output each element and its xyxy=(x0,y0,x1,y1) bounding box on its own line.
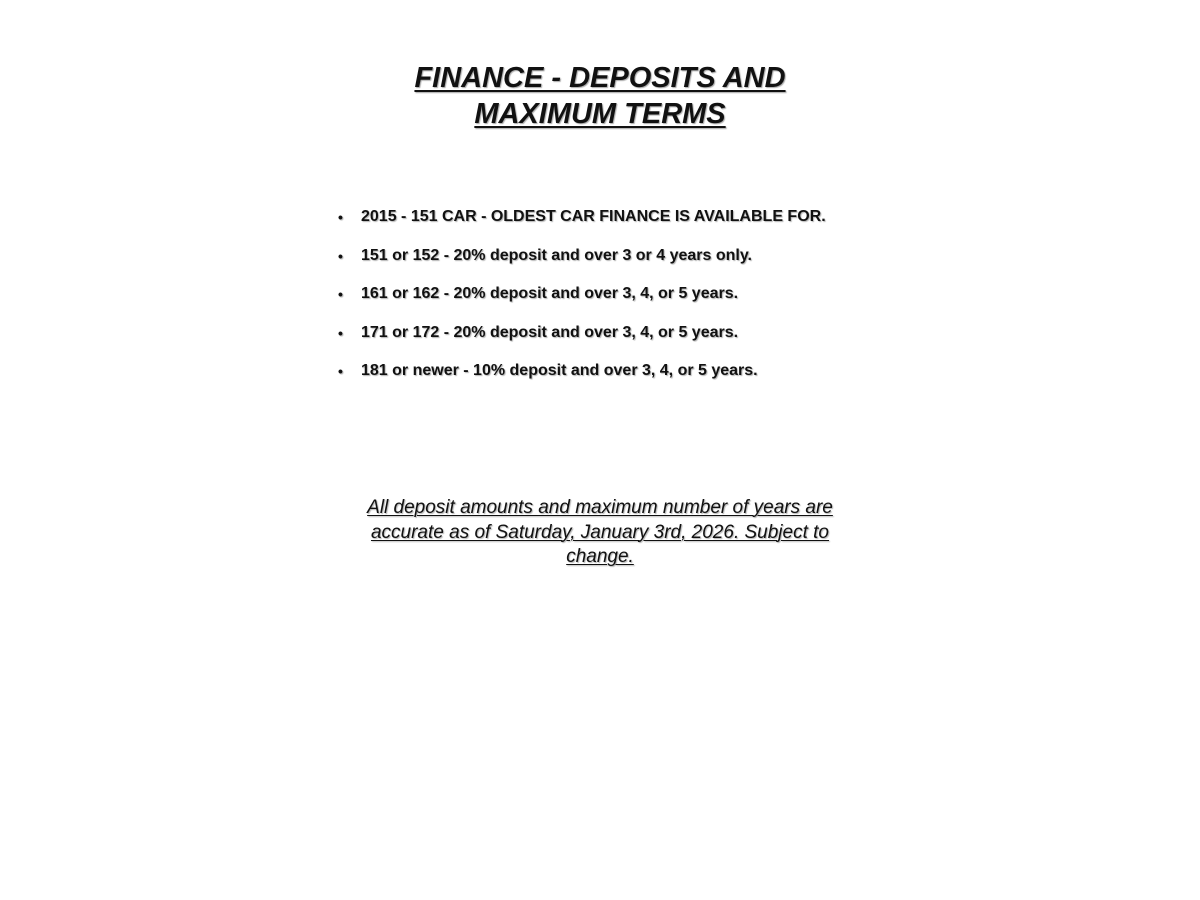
page-title-line-1: FINANCE - DEPOSITS AND xyxy=(414,62,786,94)
list-item xyxy=(338,202,898,241)
bullet-icon: • xyxy=(338,324,343,341)
bullet-icon: • xyxy=(338,286,343,302)
page-title xyxy=(300,60,900,132)
list-item-text: 2015 - 151 CAR - OLDEST CAR FINANCE IS AVAILABLE FOR. xyxy=(361,208,826,225)
disclaimer-footnote: All deposit amounts and maximum number of years are accurate as of Saturday, January 3rd, 2026. Subject to change. xyxy=(367,497,833,567)
bullet-icon: • xyxy=(338,363,343,379)
list-item xyxy=(338,356,898,395)
list-item xyxy=(338,279,898,318)
finance-terms-list xyxy=(338,202,898,395)
page-title-line-2: MAXIMUM TERMS xyxy=(474,98,726,130)
list-item-text: 171 or 172 - 20% deposit and over 3, 4, or 5 years. xyxy=(361,323,739,341)
bullet-icon: • xyxy=(338,247,343,264)
list-item-text: 151 or 152 - 20% deposit and over 3 or 4 years only. xyxy=(361,246,752,264)
list-item-text: 161 or 162 - 20% deposit and over 3, 4, or 5 years. xyxy=(361,285,739,302)
list-item xyxy=(338,318,898,357)
bullet-icon: • xyxy=(338,209,343,225)
list-item-text: 181 or newer - 10% deposit and over 3, 4, or 5 years. xyxy=(361,362,758,379)
list-item xyxy=(338,241,898,280)
